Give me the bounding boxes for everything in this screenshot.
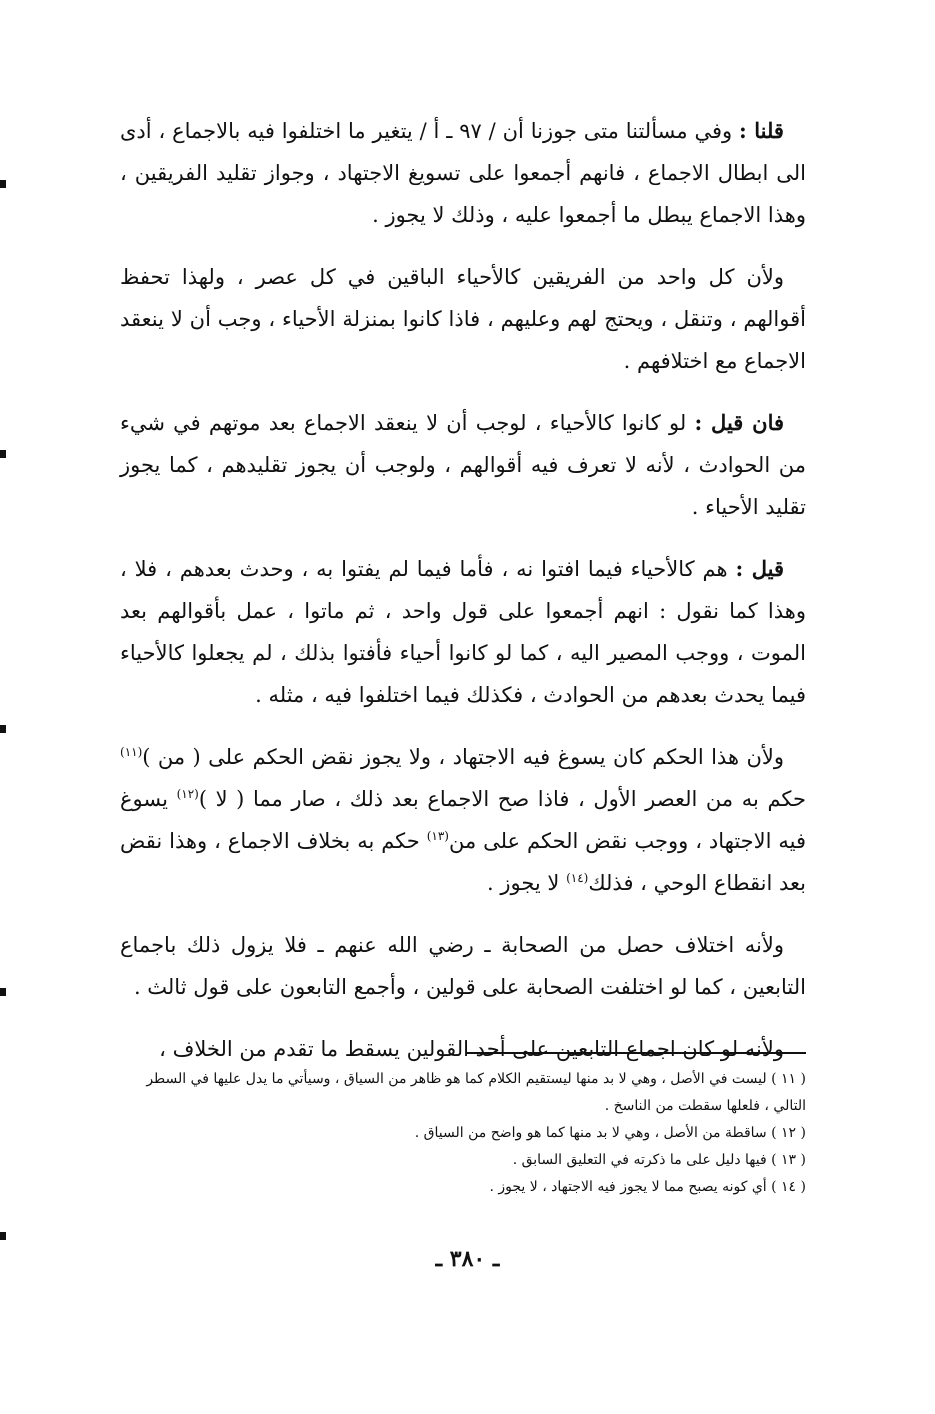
footnote-12: ( ١٢ ) ساقطة من الأصل ، وهي لا بد منها كما هو واضح من السياق . [414, 1125, 806, 1141]
footnote-13: ( ١٣ ) فيها دليل على ما ذكرته في التعليق السابق . [512, 1152, 806, 1168]
footnote-ref-13: (١٣) [426, 829, 449, 843]
paragraph-3 [120, 402, 806, 528]
paragraph-2 [120, 256, 806, 382]
paragraph-text: ولأنه اختلاف حصل من الصحابة ـ رضي الله عنهم ـ فلا يزول ذلك باجماع التابعين ، كما لو اختلفت الصحابة على قولين ، وأجمع التابعون على قول ثالث . [120, 933, 806, 999]
footnote-ref-12: (١٢) [176, 787, 199, 801]
paragraph-text: ولأن هذا الحكم كان يسوغ فيه الاجتهاد ، ولا يجوز نقض الحكم على ( من ) [142, 745, 784, 769]
paragraph-text: ولأنه لو كان اجماع التابعين على أحد القولين يسقط ما تقدم من الخلاف ، [159, 1037, 784, 1061]
paragraph-lead: فان قيل : [694, 410, 785, 435]
page-number: ـ ٣٨٠ ـ [435, 1246, 500, 1272]
scan-edge-mark [0, 725, 6, 733]
footnote-divider [466, 1052, 806, 1054]
paragraph-text: حكم به بخلاف الاجماع ، وهذا نقض بعد انقطاع الوحي ، فذلك [120, 829, 806, 895]
footnote-ref-11: (١١) [120, 745, 143, 759]
paragraph-text: حكم به من العصر الأول ، فاذا صح الاجماع بعد ذلك ، صار مما ( لا ) [198, 787, 806, 811]
footnotes [118, 1066, 806, 1201]
paragraph-6 [120, 924, 806, 1008]
footnote-ref-14: (١٤) [566, 871, 589, 885]
paragraph-1 [120, 110, 806, 236]
scan-edge-mark [0, 1232, 6, 1240]
paragraph-4 [120, 548, 806, 716]
paragraph-text: وفي مسألتنا متى جوزنا أن / ٩٧ ـ أ / يتغير ما اختلفوا فيه بالاجماع ، أدى الى ابطال الاجماع ، فانهم أجمعوا على تسويغ الاجتهاد ، وجواز تقليد الفريقين ، وهذا الاجماع يبطل ما أجمعوا عليه ، وذلك لا يجوز . [120, 119, 806, 227]
scan-edge-mark [0, 988, 6, 996]
footnote-14: ( ١٤ ) أي كونه يصبح مما لا يجوز فيه الاجتهاد ، لا يجوز . [489, 1179, 806, 1195]
paragraph-lead: قيل : [735, 556, 784, 581]
paragraph-text: ولأن كل واحد من الفريقين كالأحياء الباقين في كل عصر ، ولهذا تحفظ أقوالهم ، وتنقل ، ويحتج لهم وعليهم ، فاذا كانوا بمنزلة الأحياء ، وجب أن لا ينعقد الاجماع مع اختلافهم . [120, 265, 806, 373]
paragraph-text: هم كالأحياء فيما افتوا نه ، فأما فيما لم يفتوا به ، وحدث بعدهم ، فلا ، وهذا كما نقول : انهم أجمعوا على قول واحد ، ثم ماتوا ، عمل بأقوالهم بعد الموت ، ووجب المصير اليه ، كما لو كانوا أحياء فأفتوا بذلك ، لم يجعلوا كالأحياء فيما يحدث بعدهم من الحوادث ، فكذلك فيما اختلفوا فيه ، مثله . [120, 557, 806, 707]
paragraph-7 [120, 1028, 806, 1070]
paragraph-5 [120, 736, 806, 904]
paragraph-lead: قلنا : [739, 118, 784, 143]
paragraph-text: يسوغ فيه الاجتهاد ، ووجب نقض الحكم على من [120, 787, 806, 853]
paragraph-text: لا يجوز . [486, 871, 567, 895]
scan-edge-mark [0, 450, 6, 458]
footnote-11: ( ١١ ) ليست في الأصل ، وهي لا بد منها ليستقيم الكلام كما هو ظاهر من السياق ، وسيأتي ما يدل عليها في السطر التالي ، فلعلها سقطت من الناسخ . [146, 1071, 806, 1114]
scan-edge-mark [0, 180, 6, 188]
paragraph-text: لو كانوا كالأحياء ، لوجب أن لا ينعقد الاجماع بعد موتهم في شيء من الحوادث ، لأنه لا تعرف فيه أقوالهم ، ولوجب أن يجوز تقليدهم ، كما يجوز تقليد الأحياء . [120, 411, 806, 519]
main-text [120, 110, 806, 1090]
